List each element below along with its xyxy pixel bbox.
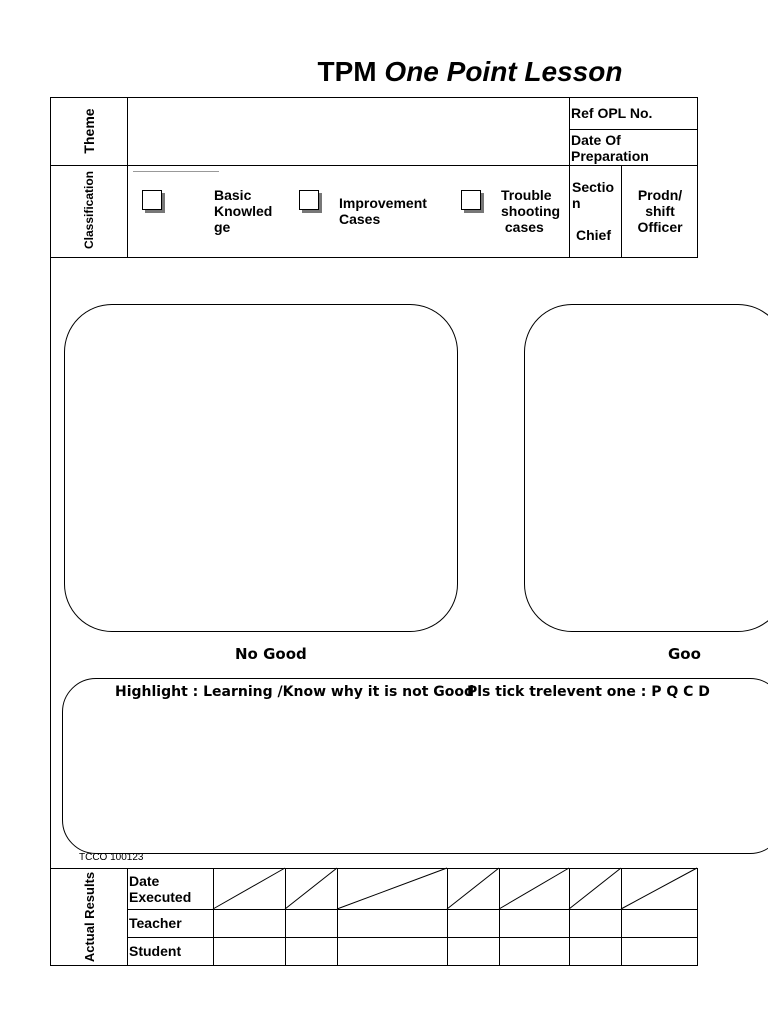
date-cell-diagonal <box>621 868 697 909</box>
classification-label: Classification <box>82 170 96 250</box>
date-executed-label: Date Executed <box>129 873 192 905</box>
no-good-caption: No Good <box>235 645 307 663</box>
actual-results-label: Actual Results <box>82 871 97 963</box>
teacher-label: Teacher <box>129 915 182 931</box>
document-code: TCCO 100123 <box>79 852 144 863</box>
basic-knowledge-label: Basic Knowled ge <box>214 187 273 235</box>
title-italic: One Point Lesson <box>384 56 623 87</box>
prodn-shift-officer-label: Prodn/ shift Officer <box>637 187 683 235</box>
section-label: Sectio n <box>572 179 615 211</box>
theme-label: Theme <box>81 108 97 154</box>
good-caption: Goo <box>668 645 701 663</box>
date-cell-diagonal <box>499 868 569 909</box>
trouble-shooting-label: Trouble shooting cases <box>501 187 561 235</box>
pqcd-tick-text: Pls tick trelevent one : P Q C D <box>467 684 710 700</box>
highlight-text: Highlight : Learning /Know why it is not Good <box>115 684 475 700</box>
date-cell-diagonal <box>213 868 285 909</box>
date-cell-diagonal <box>569 868 621 909</box>
title-prefix: TPM <box>317 56 385 87</box>
date-cell-diagonal <box>337 868 447 909</box>
chief-label: Chief <box>576 227 611 243</box>
student-label: Student <box>129 943 182 959</box>
date-cell-diagonal <box>447 868 499 909</box>
improvement-cases-label: Improvement Cases <box>339 195 427 227</box>
date-of-preparation-label: Date Of Preparation <box>571 132 649 164</box>
date-cell-diagonal <box>285 868 337 909</box>
ref-opl-label: Ref OPL No. <box>571 105 653 121</box>
